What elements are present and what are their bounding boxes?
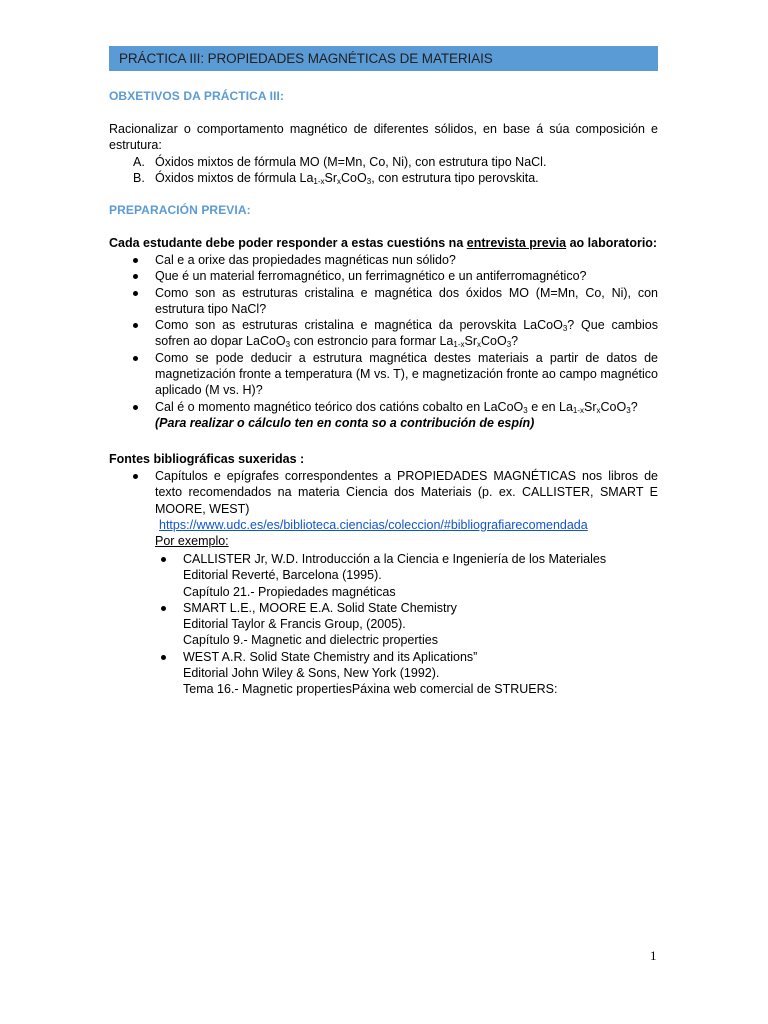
reference-item: SMART L.E., MOORE E.A. Solid State Chemistry Editorial Taylor & Francis Group, (2005). Capítulo 9.- Magnetic and dielectric properties bbox=[155, 600, 658, 649]
list-item bbox=[109, 170, 658, 186]
list-marker: A. bbox=[133, 155, 145, 169]
list-marker: B. bbox=[133, 171, 145, 186]
examples-label: Por exemplo: bbox=[155, 534, 229, 549]
list-item bbox=[109, 468, 658, 549]
sources-list bbox=[109, 468, 658, 549]
preparation-heading: PREPARACIÓN PREVIA: bbox=[109, 203, 251, 217]
objectives-heading: OBXETIVOS DA PRÁCTICA III: bbox=[109, 89, 285, 103]
list-item: Como se pode deducir a estrutura magnética destes materiais a partir de datos de magnetización fronte a temperatura (M vs. T), e magnetización fronte ao campo magnético aplicado (M vs. H)? bbox=[109, 350, 658, 399]
reference-item: WEST A.R. Solid State Chemistry and its Aplications” Editorial John Wiley & Sons, New York (1992). Tema 16.- Magnetic propertiesPáxina web comercial de STRUERS: bbox=[155, 649, 658, 698]
preparation-questions bbox=[109, 252, 658, 431]
calculation-note: (Para realizar o cálculo ten en conta so a contribución de espín) bbox=[155, 415, 535, 430]
list-item-text: Óxidos mixtos de fórmula $La_{1-x}Sr_xCoO_3$, con estrutura tipo perovskita. bbox=[155, 171, 539, 187]
bullet-icon bbox=[109, 252, 155, 268]
list-item bbox=[109, 154, 658, 170]
bullet-icon bbox=[109, 399, 155, 432]
objectives-intro: Racionalizar o comportamento magnético de diferentes sólidos, en base á súa composición e estrutura: bbox=[109, 122, 658, 153]
bullet-icon bbox=[155, 649, 183, 698]
objectives-list bbox=[109, 154, 658, 187]
list-item: Cal e a orixe das propiedades magnéticas nun sólido? bbox=[109, 252, 658, 268]
bullet-icon bbox=[155, 551, 183, 600]
bullet-icon bbox=[109, 317, 155, 350]
bullet-icon bbox=[155, 600, 183, 649]
document-title-banner bbox=[109, 46, 658, 71]
list-item: Como son as estruturas cristalina e magnética da perovskita LaCoO$_3$? Que cambios sofren ao dopar LaCoO$_3$ con estroncio para formar $La_{1-x}Sr_xCoO_3$? bbox=[109, 317, 658, 350]
reference-item: CALLISTER Jr, W.D. Introducción a la Ciencia e Ingeniería de los Materiales Editorial Reverté, Barcelona (1995). Capítulo 21.- Propiedades magnéticas bbox=[155, 551, 658, 600]
bullet-icon bbox=[109, 268, 155, 284]
reference-list bbox=[155, 551, 658, 698]
bullet-icon bbox=[109, 285, 155, 318]
list-item: Que é un material ferromagnético, un ferrimagnético e un antiferromagnético? bbox=[109, 268, 658, 284]
list-item: Cal é o momento magnético teórico dos catións cobalto en LaCoO$_3$ e en $La_{1-x}Sr_xCoO_3$? (Para realizar o cálculo ten en conta so a contribución de espín) bbox=[109, 399, 658, 432]
page-number: 1 bbox=[650, 948, 657, 963]
document-title: PRÁCTICA III: PROPIEDADES MAGNÉTICAS DE MATERIAIS bbox=[119, 51, 493, 66]
preparation-lead: Cada estudante debe poder responder a estas cuestións na entrevista previa ao laboratorio: bbox=[109, 236, 658, 250]
sources-heading: Fontes bibliográficas suxeridas : bbox=[109, 452, 305, 466]
bibliography-link[interactable]: https://www.udc.es/es/biblioteca.ciencias/coleccion/#bibliografiarecomendada bbox=[159, 517, 588, 532]
sources-item-text: Capítulos e epígrafes correspondentes a PROPIEDADES MAGNÉTICAS nos libros de texto recomendados na materia Ciencia dos Materiais (p. ex. CALLISTER, SMART E MOORE, WEST) bbox=[155, 469, 658, 516]
bullet-icon bbox=[109, 468, 155, 549]
list-item-text: Óxidos mixtos de fórmula MO (M=Mn, Co, Ni), con estrutura tipo NaCl. bbox=[155, 155, 547, 169]
list-item: Como son as estruturas cristalina e magnética dos óxidos MO (M=Mn, Co, Ni), con estrutura tipo NaCl? bbox=[109, 285, 658, 318]
bullet-icon bbox=[109, 350, 155, 399]
